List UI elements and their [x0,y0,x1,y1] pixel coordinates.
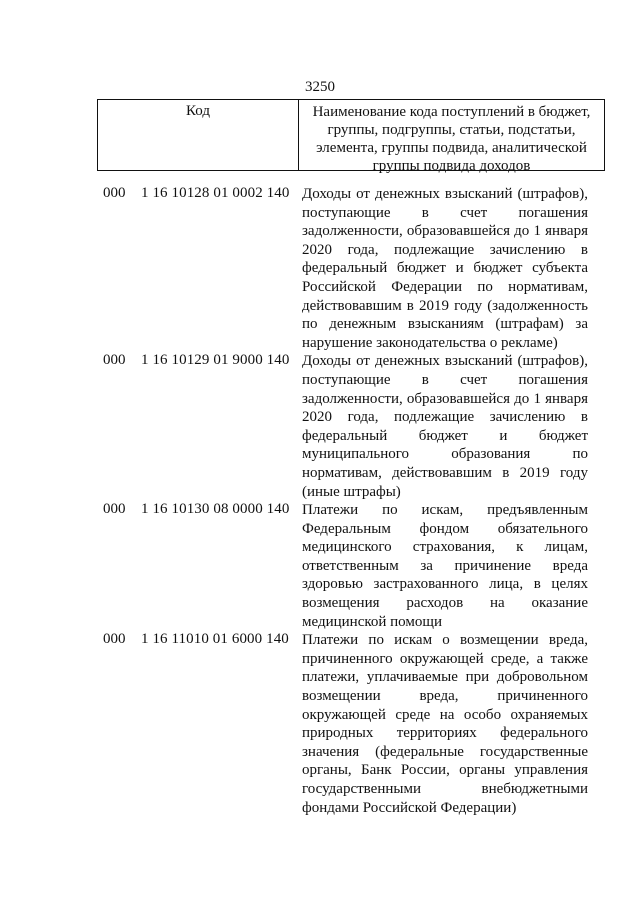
table-row [0,501,640,631]
budget-code: 1 16 10130 08 0000 140 [141,501,290,518]
page-number: 3250 [305,79,335,95]
row-description: Платежи по искам о возмещении вреда, причиненного окружающей среде, а также платежи, уплачиваемые при добровольном возмещении вреда, причиненного окружающей среде на особо охраняемых природных территориях федерального значения (федеральные государственные органы, Банк России, органы управления государственными внебюджетными фондами Российской Федерации) [302,632,588,816]
table-body [0,185,640,817]
admin-code: 000 [103,352,126,369]
admin-code: 000 [103,185,126,201]
table-row [0,631,640,817]
budget-code: 1 16 11010 01 6000 140 [141,631,289,648]
table-row [0,352,640,501]
code-column-header: Код [98,100,299,170]
row-description: Платежи по искам, предъявленным Федеральным фондом обязательного медицинского страхования, к лицам, ответственным за причинение вреда здоровью застрахованного лица, в целях возмещения расходов на оказание медицинской помощи [302,502,588,630]
admin-code: 000 [103,501,126,518]
row-description: Доходы от денежных взысканий (штрафов), поступающие в счет погашения задолженности, образовавшейся до 1 января 2020 года, подлежащие зачислению в федеральный бюджет и бюджет субъекта Российской Федерации по нормативам, действовавшим в 2019 году (задолженность по денежным взысканиям (штрафам) за нарушение законодательства о рекламе) [302,186,588,351]
budget-code: 1 16 10129 01 9000 140 [141,352,290,369]
row-description: Доходы от денежных взысканий (штрафов), поступающие в счет погашения задолженности, образовавшейся до 1 января 2020 года, подлежащие зачислению в федеральный бюджет и бюджет муниципального образования по нормативам, действовавшим в 2019 году (иные штрафы) [302,353,588,500]
admin-code: 000 [103,631,126,648]
budget-code: 1 16 10128 01 0002 140 [141,185,290,201]
name-column-header: Наименование кода поступлений в бюджет, группы, подгруппы, статьи, подстатьи, элемента, группы подвида, аналитической группы подвида доходов [312,104,591,174]
table-row [0,185,640,352]
table-header [97,99,605,174]
